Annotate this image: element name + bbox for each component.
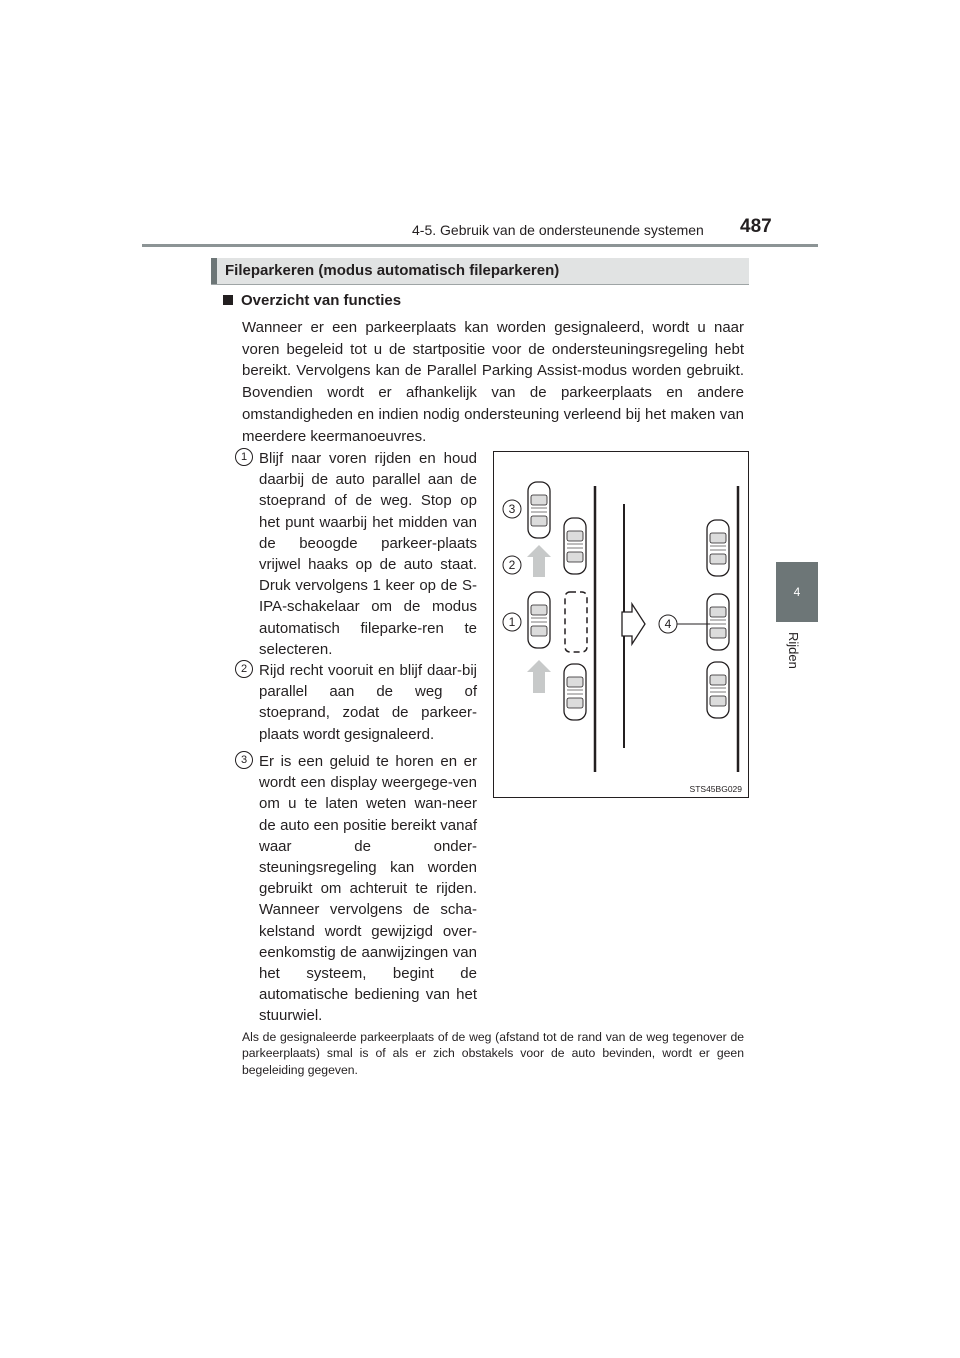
parking-diagram-svg — [494, 452, 750, 799]
forward-arrow-icon — [527, 660, 551, 693]
callout-2 — [503, 556, 521, 574]
callout-4 — [659, 615, 677, 633]
subsection-title: Overzicht van functies — [241, 292, 402, 309]
header-title: 4-5. Gebruik van de ondersteunende systemen — [412, 222, 704, 238]
figure-code: STS45BG029 — [689, 784, 742, 794]
chapter-label: Rijden — [786, 632, 801, 669]
intro-paragraph: Wanneer er een parkeerplaats kan worden gesignaleerd, wordt u naar voren begeleid tot u de startpositie voor de ondersteuningsregeling hebt bereikt. Vervolgens kan de Parallel Parking Assist-modus worden gebruikt. Bovendien wordt er afhankelijk van de parkeerplaats en andere omstandigheden en indien nodig ondersteuning verleend bij het maken van meerdere keermanoeuvres. — [242, 319, 744, 445]
target-parking-space — [565, 592, 587, 652]
result-car-rear — [707, 662, 729, 718]
section-header — [211, 258, 749, 285]
chapter-tab: 4 — [776, 562, 818, 622]
parking-diagram — [493, 451, 749, 798]
callout-3 — [503, 500, 521, 518]
note-paragraph: Als de gesignaleerde parkeerplaats of de weg (afstand tot de rand van de weg tegenover de parkeerplaats) smal is of als er zich obstakels voor de auto bevinden, wordt er geen begeleiding gegeven. — [242, 1030, 744, 1077]
own-car-position-1 — [528, 592, 550, 648]
square-bullet-icon — [223, 295, 233, 305]
section-accent — [211, 258, 217, 284]
result-arrow-icon — [622, 604, 645, 644]
svg-text:2: 2 — [508, 558, 516, 572]
own-car-position-3 — [528, 482, 550, 538]
result-car-parked — [707, 594, 729, 650]
callout-1 — [503, 613, 521, 631]
parked-car-front — [564, 518, 586, 574]
page-number: 487 — [740, 216, 772, 237]
header-rule — [142, 244, 818, 247]
svg-text:3: 3 — [508, 502, 516, 516]
section-title: Fileparkeren (modus automatisch fileparkeren) — [225, 262, 560, 279]
svg-text:4: 4 — [664, 617, 672, 631]
parked-car-rear — [564, 664, 586, 720]
step-text-1: Blijf naar voren rijden en houd daarbij de auto parallel aan de stoeprand of de weg. Stop op het punt waarbij het midden van de beoogde parkeer-plaats vrijwel haaks op de auto staat. Druk vervolgens 1 keer op de S-IPA-schakelaar om de modus automatisch fileparke-ren te selecteren. — [259, 450, 477, 658]
step-number-2: 2 — [235, 660, 253, 678]
svg-text:1: 1 — [508, 615, 516, 629]
step-number-3: 3 — [235, 751, 253, 769]
subsection-heading — [223, 292, 401, 309]
result-car-front — [707, 520, 729, 576]
forward-arrow-icon — [527, 545, 551, 577]
step-text-2: Rijd recht vooruit en blijf daar-bij parallel aan de weg of stoeprand, zodat de parkeer-plaats wordt gesignaleerd. — [259, 662, 477, 743]
step-text-3: Er is een geluid te horen en er wordt een display weergege-ven om u te laten weten wan-neer de auto een positie bereikt vanaf waar de onder-steuningsregeling kan worden gebruikt om achteruit te rijden. Wanneer vervolgens de scha-kelstand wordt gewijzigd over-eenkomstig de aanwijzingen van het systeem, begint de automatische bediening van het stuurwiel. — [259, 753, 477, 1025]
step-number-1: 1 — [235, 448, 253, 466]
